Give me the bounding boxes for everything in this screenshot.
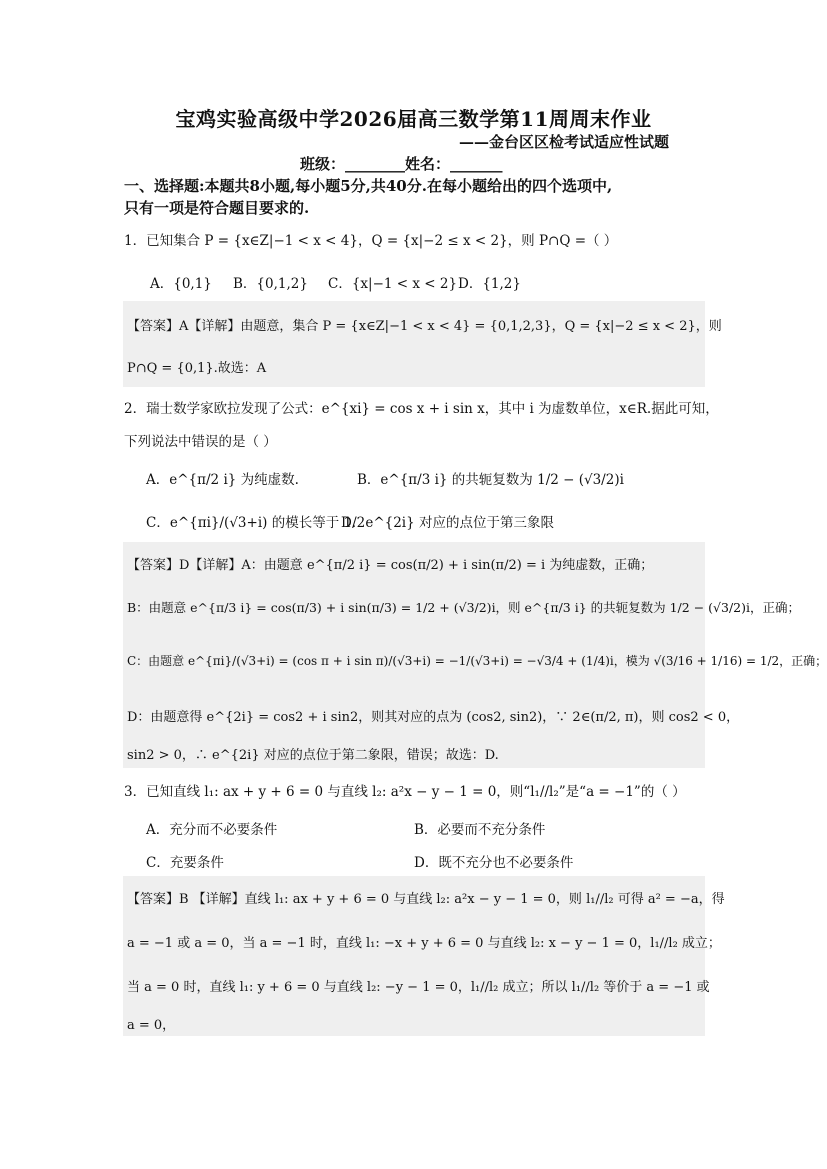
q1-answer-box <box>123 301 722 387</box>
q2-stem-line2: 下列说法中错误的是（ ） <box>124 434 277 450</box>
q2-option-b: B．e^{π/3 i} 的共轭复数为 1/2 − (√3/2)i <box>357 472 624 488</box>
q1-option-d: D．{1,2} <box>458 276 521 292</box>
q3-stem: 3．已知直线 l₁: ax + y + 6 = 0 与直线 l₂: a²x − y − 1 = 0，则“l₁//l₂”是“a = −1”的（ ） <box>124 784 686 800</box>
q2-answer-box <box>123 542 827 768</box>
q3-answer-line3: 当 a = 0 时，直线 l₁: y + 6 = 0 与直线 l₂: −y − 1 = 0，l₁//l₂ 成立；所以 l₁//l₂ 等价于 a = −1 或 <box>127 980 710 995</box>
page-subtitle: ——金台区区检考试适应性试题 <box>458 133 669 151</box>
class-name-line: 班级：________姓名：_______ <box>300 155 503 173</box>
q1-option-b: B．{0,1,2} <box>233 276 308 292</box>
q3-answer-line1: 【答案】B 【详解】直线 l₁: ax + y + 6 = 0 与直线 l₂: a²x − y − 1 = 0，则 l₁//l₂ 可得 a² = −a，得 <box>127 892 725 907</box>
q3-option-c: C．充要条件 <box>146 855 224 871</box>
q2-answer-c: C：由题意 e^{πi}/(√3+i) = (cos π + i sin π)/(√3+i) = −1/(√3+i) = −√3/4 + (1/4)i，模为 √(3/16 + 1/16) = 1/2，正确； <box>127 654 827 668</box>
q1-option-a: A．{0,1} <box>150 276 212 292</box>
q2-option-d: D．e^{2i} 对应的点位于第三象限 <box>341 515 555 531</box>
q2-answer-d1: D：由题意得 e^{2i} = cos2 + i sin2，则其对应的点为 (cos2, sin2)，∵ 2∈(π/2, π)，则 cos2 < 0， <box>127 710 740 725</box>
q2-answer-a: 【答案】D【详解】A：由题意 e^{π/2 i} = cos(π/2) + i sin(π/2) = i 为纯虚数，正确； <box>127 558 654 573</box>
page-title: 宝鸡实验高级中学2026届高三数学第11周周末作业 <box>175 107 652 131</box>
q3-option-d: D．既不充分也不必要条件 <box>414 855 574 871</box>
q2-option-c: C．e^{πi}/(√3+i) 的模长等于 1/2 <box>146 515 366 531</box>
q2-option-a: A．e^{π/2 i} 为纯虚数. <box>146 472 299 488</box>
q1-answer-line2: P∩Q = {0,1}.故选：A <box>127 361 267 376</box>
q1-answer-line1: 【答案】A【详解】由题意，集合 P = {x∈Z|−1 < x < 4} = {0,1,2,3}，Q = {x|−2 ≤ x < 2}，则 <box>127 319 722 334</box>
q2-stem-line1: 2．瑞士数学家欧拉发现了公式：e^{xi} = cos x + i sin x，其中 i 为虚数单位，x∈R.据此可知， <box>124 401 719 417</box>
q2-answer-d2: sin2 > 0，∴ e^{2i} 对应的点位于第二象限，错误；故选：D. <box>127 748 499 763</box>
q3-answer-line2: a = −1 或 a = 0，当 a = −1 时，直线 l₁: −x + y + 6 = 0 与直线 l₂: x − y − 1 = 0，l₁//l₂ 成立； <box>127 936 721 951</box>
q3-option-b: B．必要而不充分条件 <box>414 822 546 838</box>
q3-answer-line4: a = 0， <box>127 1018 176 1033</box>
q3-option-a: A．充分而不必要条件 <box>146 822 278 838</box>
q3-answer-box <box>123 876 725 1036</box>
section-heading-line1: 一、选择题:本题共8小题,每小题5分,共40分.在每小题给出的四个选项中, <box>124 177 613 195</box>
q1-option-c: C．{x|−1 < x < 2} <box>328 276 458 292</box>
section-heading-line2: 只有一项是符合题目要求的. <box>124 199 310 217</box>
q2-answer-b: B：由题意 e^{π/3 i} = cos(π/3) + i sin(π/3) = 1/2 + (√3/2)i，则 e^{π/3 i} 的共轭复数为 1/2 − (√3/2)i，正确； <box>127 600 800 615</box>
q1-stem: 1．已知集合 P = {x∈Z|−1 < x < 4}，Q = {x|−2 ≤ x < 2}，则 P∩Q =（ ） <box>124 233 618 249</box>
